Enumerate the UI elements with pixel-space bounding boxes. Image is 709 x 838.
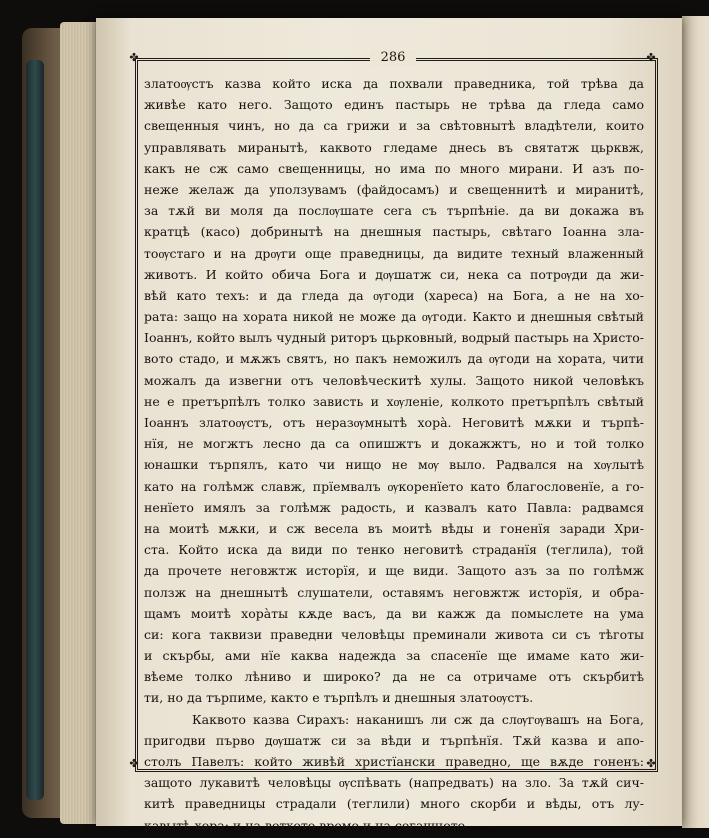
text-line: ненїето имялъ за голѣмж радость, и казвалъ като Павла: радвамся (144, 499, 644, 515)
facing-page (682, 16, 709, 828)
ornament-icon: ✤ (129, 757, 139, 770)
text-line: пригодви първо дѹшатж си за вѣди и търпѣнїя. Тѫй казва и апо- (144, 732, 644, 748)
text-line: ти, но да търпиме, както е търпѣлъ и днешныя златоѹстъ. (144, 690, 534, 706)
text-line: и скърбы, ами нїе каква надежда за спасенїе ще имаме като жи- (144, 648, 644, 664)
text-line: си: кога таквизи праведни человѣцы преминали живота си съ тѣготы (144, 626, 644, 642)
text-line: Іоаннъ, който вылъ чудный риторъ цьрковный, водрый пастырь на Христо- (144, 330, 644, 346)
text-line: защото лукавитѣ человѣцы ѹспѣвать (напредвать) на зло. За тѫй сич- (144, 775, 644, 791)
text-line: вото стадо, и мѫжъ святъ, но пакъ неможилъ да ѹгоди на хората, чити (144, 351, 644, 367)
text-line: като на голѣмж славж, прїемвалъ ѹкоренїето като благословенїе, а го- (144, 478, 644, 494)
text-line: ста. Който иска да види по тенко неговитѣ страданїя (теглила), той (144, 542, 644, 558)
text-line: кратцѣ (касо) добринытѣ на днешныя пастырь, свѣтаго Іоанна зла- (144, 224, 644, 240)
text-line: животъ. И който обича Бога и дѹшатж си, нека са потрѹди да жи- (144, 266, 644, 282)
cover-strip (26, 60, 44, 800)
text-line: живѣе като него. Защото единъ пастырь не трѣва да гледа само (144, 97, 644, 113)
text-line: свещенныя чинъ, но да са грижи и за свѣтовнытѣ владѣтели, които (144, 118, 644, 134)
text-line: управлявать миранытѣ, каквото гледаме днесь въ святатж цьрквж, (144, 139, 644, 155)
page-number: 286 (370, 50, 416, 66)
text-line: Іоаннъ златоѹстъ, отъ неразѹмнытѣ хорà. Неговитѣ мѫки и търпѣ- (144, 415, 644, 430)
text-line: да прочете неговжтж исторїя, и ще види. Защото азъ за по голѣмж (144, 563, 644, 579)
text-line: какъ не сж само свещенницы, но има по много мирани. И азъ по- (144, 160, 644, 176)
text-line: рата: защо на хората никой не може да ѹгоди. Както и днешныя свѣтый (144, 309, 644, 325)
text-line: златоѹстъ казва който иска да похвали праведника, той трѣва да (144, 76, 644, 91)
text-line: на моитѣ мѫки, и сж весела въ моитѣ вѣды и гоненїя заради Хри- (144, 520, 644, 536)
text-line: не е претърпѣлъ толко зависть и хѹленіе, колкото претърпѣлъ свѣтый (144, 393, 644, 409)
text-line: неже желаж да уползувамъ (файдосамъ) и свещеннитѣ и миранитѣ, (144, 181, 644, 197)
ornament-icon: ✤ (646, 51, 656, 64)
text-line: вѣеме толко лѣниво и широко? да не са отричаме отъ скърбитѣ (144, 669, 644, 685)
ornament-icon: ✤ (646, 757, 656, 770)
body-text (144, 73, 644, 836)
text-line: Каквото казва Сирахъ: наканишъ ли сж да слѹгѹвашъ на Бога, (192, 711, 644, 727)
text-line: тоѹстаго и на дрѹги още праведницы, да видите техный влаженный (144, 245, 644, 261)
text-line: за тѫй ви моля да послѹшате сега съ търпѣніе. да ви докажа въ (144, 203, 644, 219)
text-line: столъ Павелъ: който живѣй христїански праведно, ще вѫде гоненъ: (144, 754, 644, 769)
text-line: можалъ да извегни отъ человѣческитѣ хулы. Защото никой человѣкъ (144, 372, 644, 388)
text-line: вѣй като техъ: и да гледа да ѹгоди (хареса) на Бога, а не на хо- (144, 287, 644, 303)
text-line: щамъ моитѣ хорàты кѫде васъ, да ви кажж да помыслете на ума (144, 605, 644, 621)
text-line: китѣ праведницы страдали (теглили) много скорби и вѣды, отъ лу- (144, 796, 644, 812)
ornament-icon: ✤ (129, 51, 139, 64)
text-line: нїя, не могжтъ лесно да са опишжтъ и докажжтъ, но и той толко (144, 436, 644, 452)
text-line: кавытѣ хора: и на ветхото време и на сегашното. (144, 817, 470, 833)
text-line: ползж на днешнытѣ слушатели, оставямъ неговжтж исторїя, и обра- (144, 584, 644, 600)
text-line: юнашки търпялъ, като чи нищо не мѹ выло. Радвался на хѹлытѣ (144, 457, 644, 473)
